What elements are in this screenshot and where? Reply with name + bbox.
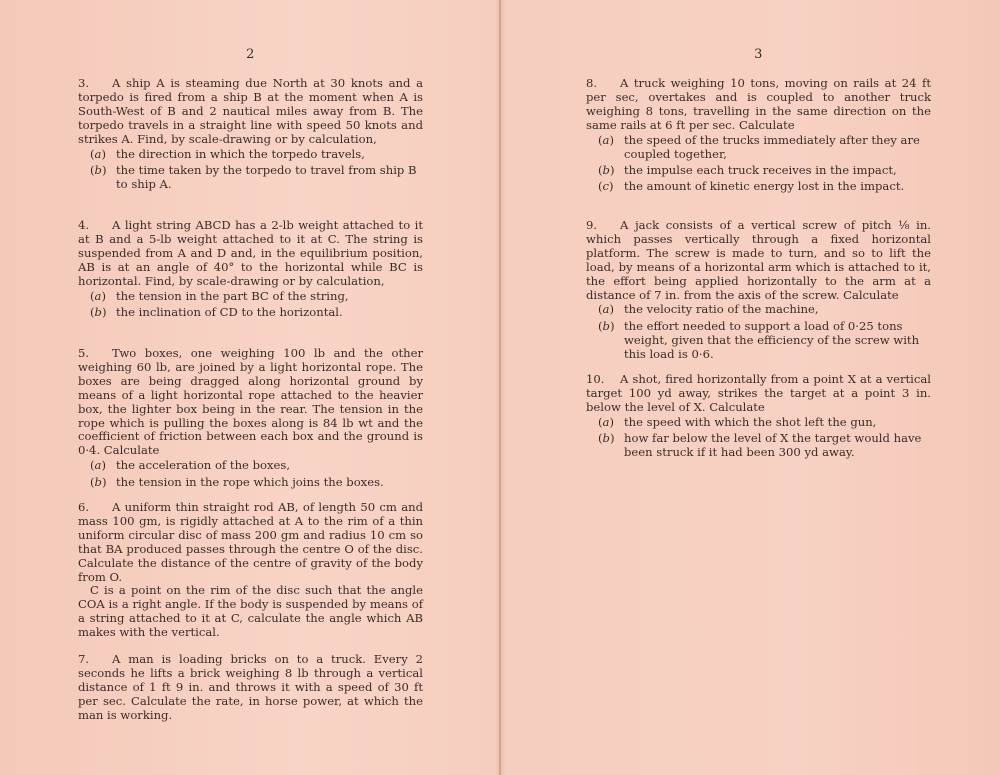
question-parts	[90, 148, 423, 192]
question-part: (b) the time taken by the torpedo to travel from ship B to ship A.	[90, 164, 423, 192]
question-part: (a) the acceleration of the boxes,	[90, 459, 423, 473]
part-text: how far below the level of X the target would have been struck if it had been 300 yd away.	[624, 431, 922, 460]
part-label: a	[94, 458, 102, 473]
question-parts	[90, 459, 423, 489]
question-text: A ship A is steaming due North at 30 knots and a torpedo is fired from a ship B at the moment when A is South-West of B and 2 nautical miles away from B. The torpedo travels in a straight line with speed 50 knots and strikes A. Find, by scale-drawing or by calculation,	[78, 76, 423, 146]
question-8	[586, 77, 931, 197]
part-label: a	[94, 146, 102, 161]
question-parts	[90, 290, 423, 320]
part-text: the effort needed to support a load of 0·25 tons weight, given that the efficiency of the screw with this load is 0·6.	[624, 318, 920, 361]
question-part: (a) the velocity ratio of the machine,	[598, 303, 931, 317]
part-text: the amount of kinetic energy lost in the impact.	[624, 179, 905, 194]
question-6	[78, 501, 423, 640]
question-text: A jack consists of a vertical screw of pitch ⅛ in. which passes vertically through a fixed horizontal platform. The screw is made to turn, and so to lift the load, by means of a horizontal arm which is attached to it, the effort being applied horizontally to the arm at a distance of 7 in. from the axis of the screw. Calculate	[586, 218, 931, 302]
page-number: 2	[246, 47, 255, 62]
part-label: b	[94, 162, 102, 177]
question-parts	[598, 134, 931, 195]
question-parts	[598, 416, 931, 460]
part-text: the speed of the trucks immediately after they are coupled together,	[624, 132, 920, 161]
question-text: Two boxes, one weighing 100 lb and the other weighing 60 lb, are joined by a light horizontal rope. The boxes are being dragged along horizontal ground by means of a light horizontal rope attached to the heavier box, the lighter box being in the rear. The tension in the rope which is pulling the boxes along is 84 lb wt and the coefficient of friction between each box and the ground is 0·4. Calculate	[78, 346, 423, 458]
part-text: the velocity ratio of the machine,	[624, 302, 819, 317]
part-text: the time taken by the torpedo to travel from ship B to ship A.	[116, 162, 417, 191]
part-label: a	[602, 302, 610, 317]
question-parts	[598, 303, 931, 361]
question-3	[78, 77, 423, 194]
part-label: b	[94, 474, 102, 489]
question-part: (a) the speed with which the shot left the gun,	[598, 416, 931, 430]
question-number: 7.	[78, 652, 90, 666]
left-page	[78, 0, 423, 775]
part-label: b	[94, 304, 102, 319]
part-label: c	[602, 179, 610, 194]
question-text: A truck weighing 10 tons, moving on rails at 24 ft per sec, overtakes and is coupled to another truck weighing 8 tons, travelling in the same direction on the same rails at 6 ft per sec. Calculate	[586, 76, 931, 132]
question-part: (a) the speed of the trucks immediately after they are coupled together,	[598, 134, 931, 162]
part-text: the acceleration of the boxes,	[116, 458, 291, 473]
question-text: A light string ABCD has a 2-lb weight attached to it at B and a 5-lb weight attached to it at C. The string is suspended from A and D and, in the equilibrium position, AB is at an angle of 40° to the horizontal while BC is horizontal. Find, by scale-drawing or by calculation,	[78, 218, 423, 288]
question-text: A uniform thin straight rod AB, of length 50 cm and mass 100 gm, is rigidly attached at A to the rim of a thin uniform circular disc of mass 200 gm and radius 10 cm so that BA produced passes through the centre O of the disc. Calculate the distance of the centre of gravity of the body from O.	[78, 500, 423, 584]
part-label: a	[602, 414, 610, 429]
question-number: 8.	[586, 76, 598, 90]
question-number: 3.	[78, 76, 90, 90]
question-number: 4.	[78, 218, 90, 232]
question-part: (c) the amount of kinetic energy lost in the impact.	[598, 180, 931, 194]
question-number: 10.	[586, 372, 605, 386]
question-part: (b) how far below the level of X the target would have been struck if it had been 300 yd away.	[598, 432, 931, 460]
right-page	[586, 0, 931, 775]
part-label: b	[602, 431, 610, 446]
question-number: 6.	[78, 500, 90, 514]
part-text: the impulse each truck receives in the impact,	[624, 162, 897, 177]
part-text: the direction in which the torpedo travels,	[116, 146, 365, 161]
question-text: A man is loading bricks on to a truck. Every 2 seconds he lifts a brick weighing 8 lb through a vertical distance of 1 ft 9 in. and throws it with a speed of 30 ft per sec. Calculate the rate, in horse power, at which the man is working.	[78, 652, 423, 722]
part-text: the speed with which the shot left the gun,	[624, 414, 877, 429]
page-fold	[499, 0, 501, 775]
question-10	[586, 373, 931, 462]
question-4	[78, 219, 423, 322]
question-7	[78, 653, 423, 723]
part-text: the inclination of CD to the horizontal.	[116, 304, 343, 319]
part-text: the tension in the rope which joins the boxes.	[116, 474, 384, 489]
question-part: (b) the impulse each truck receives in the impact,	[598, 164, 931, 178]
question-9	[586, 219, 931, 364]
question-5	[78, 347, 423, 492]
question-part: (b) the tension in the rope which joins the boxes.	[90, 476, 423, 490]
question-number: 5.	[78, 346, 90, 360]
part-label: a	[94, 288, 102, 303]
part-label: b	[602, 318, 610, 333]
question-part: (a) the direction in which the torpedo travels,	[90, 148, 423, 162]
part-label: b	[602, 162, 610, 177]
part-label: a	[602, 132, 610, 147]
part-text: the tension in the part BC of the string,	[116, 288, 349, 303]
question-part: (b) the inclination of CD to the horizontal.	[90, 306, 423, 320]
page-number: 3	[754, 47, 763, 62]
question-part: (b) the effort needed to support a load of 0·25 tons weight, given that the efficiency of the screw with this load is 0·6.	[598, 320, 931, 362]
question-part: (a) the tension in the part BC of the string,	[90, 290, 423, 304]
question-number: 9.	[586, 218, 598, 232]
question-text: A shot, fired horizontally from a point X at a vertical target 100 yd away, strikes the target at a point 3 in. below the level of X. Calculate	[586, 372, 931, 414]
question-text-continued: C is a point on the rim of the disc such that the angle COA is a right angle. If the body is suspended by means of a string attached to it at C, calculate the angle which AB makes with the vertical.	[78, 583, 423, 640]
